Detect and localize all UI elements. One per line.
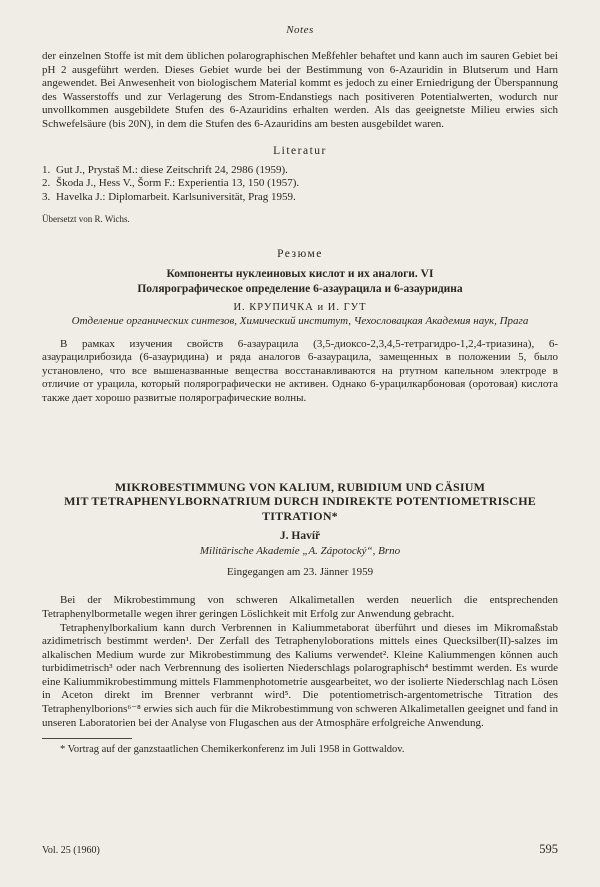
volume-info: Vol. 25 (1960) [42, 845, 100, 856]
reference-item [42, 191, 558, 205]
article-paragraph: Tetraphenylborkalium kann durch Verbrennen in Kaliummetaborat überführt und dieses im Mikromaßstab azidimetrisch bestimmt werden¹. Der Zerfall des Tetraphenyloborations mittels eines Quecksilber(II)-salzes im alkalischen Medium wurde zur Mikrobestimmung des Kaliums verwendet². Kleine Kaliummengen können auch turbidimetrisch³ oder nach Verbrennung des isolierten Niederschlags polarographisch⁴ bestimmt werden. Es wurde eine Kaliummikrobestimmung mittels Flammenphotometrie ausgearbeitet, wo der isolierte Niederschlag nach Lösen in Aceton direkt im Brenner verbrannt wird⁵. Die potentiometrisch-argentometrische Titration des Tetraphenylborions⁶⁻⁸ erwies sich auch für die Mikrobestimmung von schweren Alkalimetallen geeignet und fand in unseren Laboratorien bei der Analyse von Flugaschen aus der Atmosphäre erfolgreiche Anwendung. [42, 621, 558, 729]
article-title [42, 480, 558, 524]
reference-text: Škoda J., Hess V., Šorm F.: Experientia 13, 150 (1957). [56, 177, 300, 190]
summary-authors: И. КРУПИЧКА и И. ГУТ [233, 302, 367, 314]
article-title-line: MIKROBESTIMMUNG VON KALIUM, RUBIDIUM UND CÄSIUM [114, 479, 486, 494]
summary-title [42, 267, 558, 296]
summary-title-line: Полярографическое определение 6-азаурацила и 6-азауридина [137, 282, 463, 295]
summary-affiliation: Отделение органических синтезов, Химический институт, Чехословацкая Академия наук, Прага [71, 315, 529, 328]
reference-number: 2. [42, 177, 51, 190]
summary-title-line: Компоненты нуклеиновых кислот и их аналоги. VI [166, 268, 434, 281]
reference-text: Havelka J.: Diplomarbeit. Karlsuniversität, Prag 1959. [56, 190, 296, 203]
summary-abstract: В рамках изучения свойств 6-азаурацила (3,5-диоксо-2,3,4,5-тетрагидро-1,2,4-триазина), 6-азаурацилрибозида (6-азауридина) и ряда аналогов 6-азаурацила, замещенных в положении 5, было установлено, что все вышеназванные вещества восстанавливаются на ртутном капельном электроде в отличие от урацила, который полярографически не активен. Однако 6-урацилкарбоновая (оротовая) кислота также дает хорошо развитые полярографические волны. [42, 337, 558, 404]
article-affiliation: Militärische Akademie „A. Zápotocký“, Brno [199, 545, 401, 558]
reference-list [42, 164, 558, 205]
reference-number: 1. [42, 163, 51, 176]
footnote-divider [42, 738, 132, 739]
article-received-date: Eingegangen am 23. Jänner 1959 [226, 566, 374, 579]
reference-item [42, 177, 558, 191]
reference-text: Gut J., Prystaš M.: diese Zeitschrift 24, 2986 (1959). [56, 163, 288, 176]
intro-paragraph: der einzelnen Stoffe ist mit dem üblichen polarographischen Meßfehler behaftet und kann auch im sauren Gebiet bei pH 2 ausgeführt werden. Dieses Gebiet wurde bei der Bestimmung von 6-Azauridin in Blutserum und Harn angewendet. Bei Anwesenheit von biologischem Material kommt es jedoch zu einer Erniedrigung der Überspannung des Wasserstoffs und zur Verlagerung des Strom-Endanstiegs nach positiveren Potentialwerten, wodurch nur unvollkommen ausgebildete Stufen des 6-Azauridins erhalten werden. Als das geeignetste Milieu erwies sich Schwefelsäure (bis 20N), in dem die Stufen des 6-Azauridins am besten ausgebildet waren. [42, 50, 558, 130]
reference-item [42, 164, 558, 178]
article-paragraph: Bei der Mikrobestimmung von schweren Alkalimetallen werden neuerlich die entsprechenden Tetraphenylbormetalle wegen ihrer geringen Löslichkeit mit Erfolg zur Anwendung gebracht. [42, 594, 558, 620]
reference-number: 3. [42, 190, 51, 203]
footnote: * Vortrag auf der ganzstaatlichen Chemikerkonferenz im Juli 1958 in Gottwaldov. [60, 744, 405, 756]
literature-heading: Literatur [273, 144, 327, 157]
running-head: Notes [286, 24, 314, 36]
summary-heading: Резюме [277, 248, 323, 261]
article-title-line: MIT TETRAPHENYLBORNATRIUM DURCH INDIREKTE POTENTIOMETRISCHE [64, 494, 536, 509]
article-title-line: TITRATION* [262, 508, 338, 523]
page-number: 595 [539, 842, 558, 856]
translator-note: Übersetzt von R. Wichs. [42, 214, 130, 225]
article-author: J. Havíř [279, 530, 321, 543]
page-footer [42, 842, 558, 857]
